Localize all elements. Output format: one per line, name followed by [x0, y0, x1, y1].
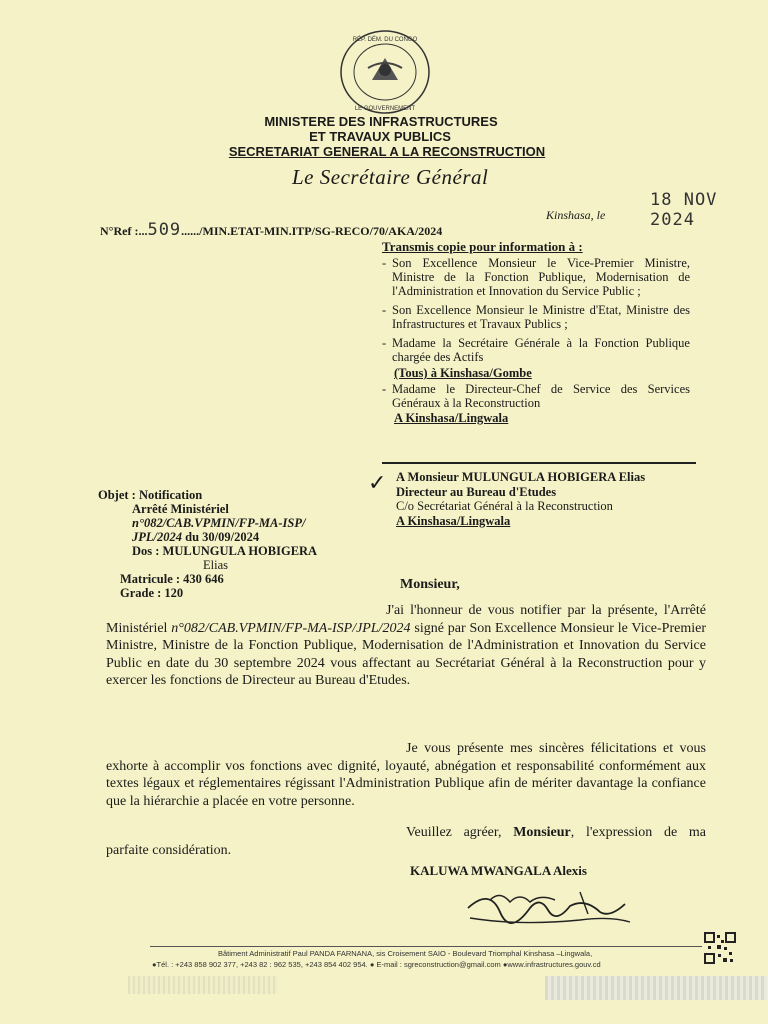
paragraph-3 [106, 824, 706, 859]
copy-item: - Madame le Directeur-Chef de Service des Services Généraux à la Reconstruction [382, 382, 690, 410]
addressee-care-of: C/o Secrétariat Général à la Reconstruction [396, 499, 613, 513]
copy-title: Transmis copie pour information à : [382, 239, 583, 254]
secretary-general-title: Le Secrétaire Général [292, 165, 489, 189]
qr-code-icon [704, 932, 736, 964]
svg-text:RÉP. DÉM. DU CONGO: RÉP. DÉM. DU CONGO [352, 37, 418, 43]
object-block [98, 488, 388, 600]
addressee-title: Directeur au Bureau d'Etudes [396, 484, 557, 499]
copy-location: (Tous) à Kinshasa/Gombe [394, 366, 532, 380]
para1-text: signé par Son Excellence Monsieur le Vice-Premier Ministre, Ministre de la Fonction Publique, Modernisation de l'Administration et Innovation du Service Public en date du 30 septembre 2024 vous affectant au Secrétariat Général à la Reconstruction pour y exercer les fonctions de Directeur au Bureau d'Etudes. [106, 620, 706, 688]
scan-artifact [545, 976, 767, 1000]
copy-item: - Son Excellence Monsieur le Vice-Premier Ministre, Ministre de la Fonction Publique, Modernisation de l'Administration et Innovation du Service Public ; [382, 256, 690, 298]
ref-handwritten-number: 509 [147, 220, 182, 240]
object-line: Grade : 120 [120, 586, 184, 600]
paragraph-2 [106, 740, 706, 810]
copy-item: - Madame la Secrétaire Générale à la Fonction Publique chargée des Actifs [382, 336, 690, 364]
object-line: Dos : MULUNGULA HOBIGERA [132, 544, 318, 558]
scan-artifact [128, 976, 278, 994]
ref-prefix: N°Ref :... [100, 224, 148, 238]
secretariat-name: SECRETARIAT GENERAL A LA RECONSTRUCTION [228, 144, 546, 159]
object-line: Elias [203, 558, 228, 572]
object-line: JPL/2024 [132, 530, 182, 544]
svg-text:LE GOUVERNEMENT: LE GOUVERNEMENT [354, 106, 416, 112]
object-line: n°082/CAB.VPMIN/FP-MA-ISP/ [132, 516, 306, 530]
ref-suffix: ....../MIN.ETAT-MIN.ITP/SG-RECO/70/AKA/2024 [181, 224, 443, 238]
copy-item: - Son Excellence Monsieur le Ministre d'Etat, Ministre des Infrastructures et Travaux Publics ; [382, 303, 690, 331]
copy-location: A Kinshasa/Lingwala [394, 411, 509, 425]
object-line: du 30/09/2024 [182, 530, 260, 544]
object-label: Objet : Notification [98, 488, 203, 502]
signature-icon [460, 878, 640, 930]
addressee-name: A Monsieur MULUNGULA HOBIGERA Elias [396, 470, 646, 484]
addressee-block [396, 470, 645, 528]
object-line: Arrêté Ministériel [132, 502, 229, 516]
paragraph-1 [106, 602, 706, 690]
para1-decree: n°082/CAB.VPMIN/FP-MA-ISP/JPL/2024 [171, 620, 411, 636]
ministry-name-line2: ET TRAVAUX PUBLICS [309, 129, 451, 144]
ministry-name-line1: MINISTERE DES INFRASTRUCTURES [264, 114, 498, 129]
place-label: Kinshasa, le [546, 208, 606, 222]
footer-contacts: ●Tél. : +243 858 902 377, +243 82 : 962 535, +243 854 402 954. ● E-mail : sgreconstruction@gmail.com ●www.infrastructures.gouv.cd [152, 960, 601, 969]
signer-name: KALUWA MWANGALA Alexis [410, 863, 587, 878]
date-stamp: 18 NOV 2024 [650, 190, 718, 230]
footer-address: Bâtiment Administratif Paul PANDA FARNANA, sis Croisement SAIO - Boulevard Triomphal Kinshasa –Lingwala, [218, 949, 593, 958]
para3-text: , l'expression de ma parfaite considération. [106, 825, 706, 858]
republic-seal-icon [338, 28, 432, 116]
para2-text: Je vous présente mes sincères félicitations et vous exhorte à accomplir vos fonctions avec dignité, loyauté, abnégation et responsabilité conformément aux textes légaux et réglementaires régissant l'Administration Publique afin de mériter davantage la confiance que la hiérarchie a placée en votre personne. [106, 741, 706, 809]
addressee-location: A Kinshasa/Lingwala [396, 513, 511, 528]
greeting: Monsieur, [400, 577, 460, 592]
separator-rule [382, 462, 696, 464]
copy-recipients-block [382, 240, 690, 425]
para1-text: J'ai l'honneur de vous notifier par la présente, l'Arrêté Ministériel [106, 603, 706, 636]
para3-text: Veuillez agréer, [406, 825, 514, 840]
checkmark-icon: ✓ [368, 470, 387, 495]
reference-number [100, 220, 442, 240]
para3-bold: Monsieur [513, 825, 571, 840]
footer-rule [150, 946, 702, 947]
object-line: Matricule : 430 646 [120, 572, 224, 586]
